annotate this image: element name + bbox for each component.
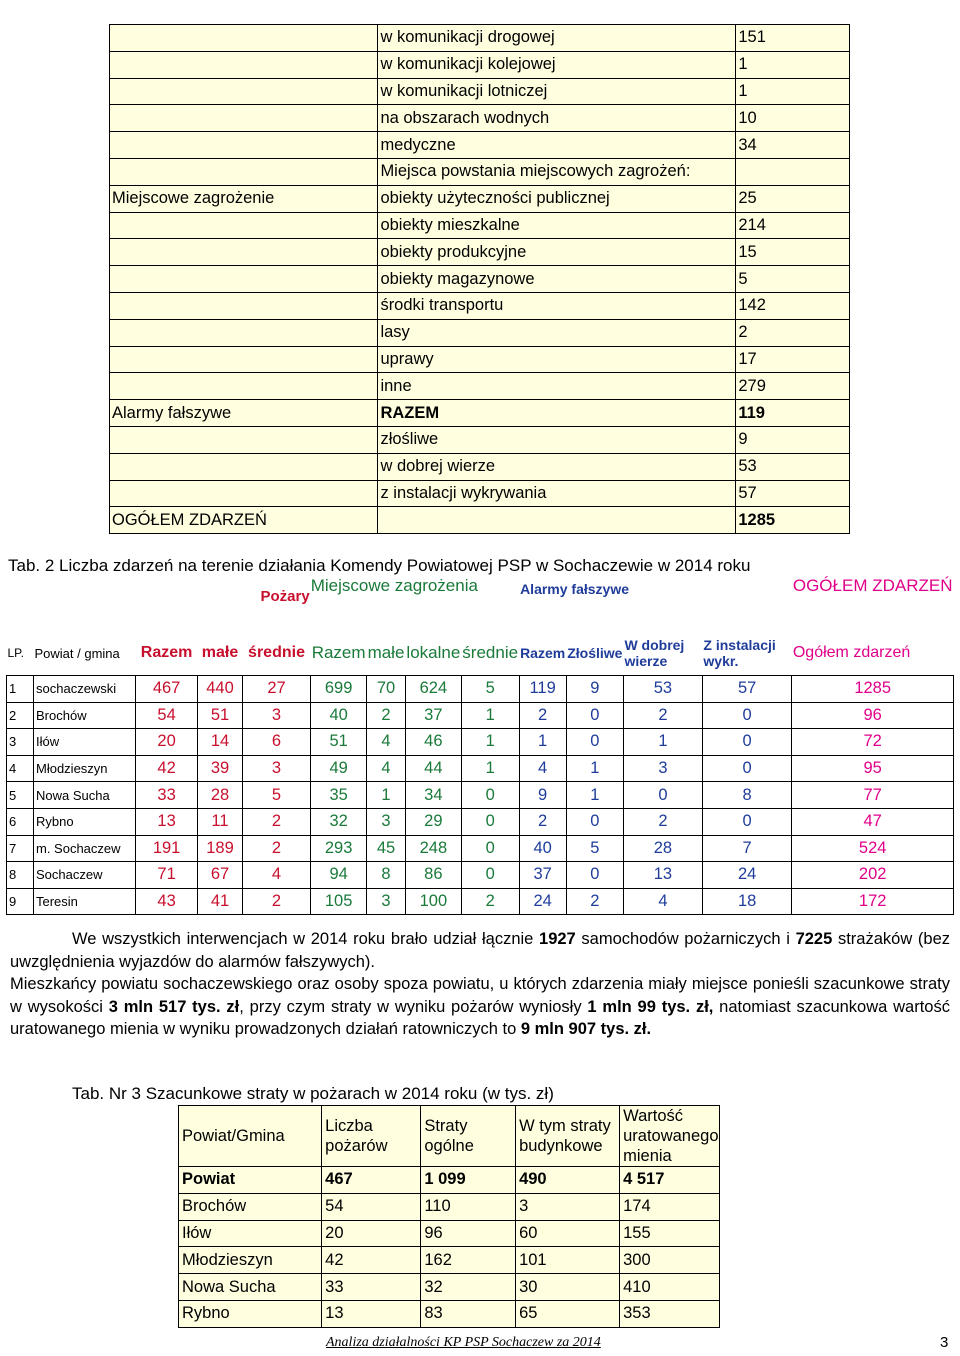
table2-value: 5 (242, 782, 310, 809)
table2-value: 2 (242, 808, 310, 835)
table2-value: 3 (367, 888, 406, 915)
paragraph-vehicles: We wszystkich interwencjach w 2014 roku brało udział łącznie 1927 samochodów pożarniczych i 7225 strażaków (bez uwzględnienia wyjazdów do alarmów fałszywych). (10, 930, 950, 971)
municipality-name: sochaczewski (34, 676, 136, 703)
table2-value: 95 (792, 755, 954, 782)
table3-header-4: Wartość uratowanego mienia (620, 1106, 720, 1167)
table3-value: 54 (322, 1193, 421, 1220)
table2-row (7, 676, 954, 703)
municipality-name: m. Sochaczew (34, 835, 136, 862)
table3-value: 490 (516, 1167, 620, 1194)
table2-header-13: Ogółem zdarzeń (792, 644, 911, 661)
table2-row (7, 808, 954, 835)
table3-value: 1 099 (421, 1167, 516, 1194)
table2-value: 3 (242, 702, 310, 729)
table2-value: 13 (623, 862, 702, 889)
table2-value: 32 (311, 808, 367, 835)
table1-cell-c3: 15 (736, 239, 850, 266)
table1-cell-c1 (110, 25, 378, 52)
municipality-name: Teresin (34, 888, 136, 915)
table2-value: 45 (367, 835, 406, 862)
table2-value: 191 (136, 835, 198, 862)
table2-row (7, 782, 954, 809)
table3-value: 155 (620, 1220, 720, 1247)
municipality-name: Młodzieszyn (179, 1247, 322, 1274)
table3-header-0: Powiat/Gmina (179, 1106, 322, 1167)
table3-value: 3 (516, 1193, 620, 1220)
table2-value: 0 (623, 782, 702, 809)
municipality-name: Młodzieszyn (34, 755, 136, 782)
table2-value: 20 (136, 729, 198, 756)
table2-value: 28 (198, 782, 243, 809)
table2-value: 4 (242, 862, 310, 889)
table1-cell-c3 (736, 158, 850, 185)
table2-value: 0 (702, 808, 791, 835)
table2-value: 9 (566, 676, 623, 703)
table1-cell-c1 (110, 51, 378, 78)
table1-cell-c1 (110, 480, 378, 507)
table2-value: 0 (566, 862, 623, 889)
row-number: 4 (7, 755, 34, 782)
table1-cell-c1 (110, 78, 378, 105)
table2-value: 0 (566, 702, 623, 729)
group-header-local-threats: Miejscowe zagrożenia (310, 576, 478, 595)
table2-row (7, 888, 954, 915)
table2-value: 8 (367, 862, 406, 889)
table2-row (7, 755, 954, 782)
table2-header-10: Złośliwe (567, 645, 623, 661)
table3-header-2: Straty ogólne (421, 1106, 516, 1167)
table2-value: 29 (405, 808, 461, 835)
table3-row (179, 1274, 720, 1301)
table2-value: 0 (702, 702, 791, 729)
table2-value: 0 (461, 808, 519, 835)
table1-cell-c2: obiekty produkcyjne (378, 239, 736, 266)
table2-value: 57 (702, 676, 791, 703)
row-number: 1 (7, 676, 34, 703)
table1-cell-c2: z instalacji wykrywania (378, 480, 736, 507)
table1-cell-c2: złośliwe (378, 426, 736, 453)
table2-value: 1 (367, 782, 406, 809)
table1-row (110, 78, 850, 105)
table2-value: 51 (311, 729, 367, 756)
table2-value: 1 (566, 755, 623, 782)
table3-value: 101 (516, 1247, 620, 1274)
table2-value: 6 (242, 729, 310, 756)
municipality-name: Nowa Sucha (34, 782, 136, 809)
table1-row (110, 212, 850, 239)
table1-cell-c1 (110, 266, 378, 293)
table2-value: 0 (702, 755, 791, 782)
table3-row (179, 1300, 720, 1327)
table2-value: 77 (792, 782, 954, 809)
table2-value: 0 (461, 835, 519, 862)
table1-cell-c1: Miejscowe zagrożenie (110, 185, 378, 212)
table1-cell-c1: OGÓŁEM ZDARZEŃ (110, 507, 378, 534)
table2-value: 0 (461, 862, 519, 889)
table2-value: 100 (405, 888, 461, 915)
table2-value: 7 (702, 835, 791, 862)
table2-value: 24 (519, 888, 566, 915)
table2-value: 70 (367, 676, 406, 703)
table2-value: 1285 (792, 676, 954, 703)
table2-value: 9 (519, 782, 566, 809)
table1-cell-c2 (378, 507, 736, 534)
table2-value: 72 (792, 729, 954, 756)
table2-value: 44 (405, 755, 461, 782)
municipality-name: Sochaczew (34, 862, 136, 889)
table1-cell-c1 (110, 426, 378, 453)
table2-value: 172 (792, 888, 954, 915)
table2-value: 3 (623, 755, 702, 782)
row-number: 5 (7, 782, 34, 809)
table1-cell-c2: inne (378, 373, 736, 400)
table2-value: 37 (405, 702, 461, 729)
table3-value: 162 (421, 1247, 516, 1274)
table2-value: 2 (566, 888, 623, 915)
table3-value: 110 (421, 1193, 516, 1220)
table1-row (110, 400, 850, 427)
table2-value: 3 (242, 755, 310, 782)
municipality-name: Nowa Sucha (179, 1274, 322, 1301)
incidents-summary-table (109, 24, 850, 534)
footer-text: Analiza działalności KP PSP Sochaczew za 2014 (326, 1335, 601, 1350)
group-header-false-alarms: Alarmy fałszywe (520, 581, 630, 597)
table1-cell-c3: 10 (736, 105, 850, 132)
table2-value: 2 (242, 888, 310, 915)
incidents-by-municipality-table (6, 576, 954, 915)
table1-row (110, 105, 850, 132)
table1-cell-c1 (110, 292, 378, 319)
table2-value: 2 (242, 835, 310, 862)
table1-cell-c2: obiekty mieszkalne (378, 212, 736, 239)
row-number: 2 (7, 702, 34, 729)
paragraph-losses: Mieszkańcy powiatu sochaczewskiego oraz osoby spoza powiatu, u których zdarzenia miały miejsce ponieśli szacunkowe straty w wysokości 3 mln 517 tys. zł, przy czym straty w wyniku pożarów wyniosły 1 mln 99 tys. zł, natomiast szacunkowa wartość uratowanego mienia w wyniku prowadzonych działań ratowniczych to 9 mln 907 tys. zł. (10, 975, 950, 1038)
municipality-name: Iłów (34, 729, 136, 756)
table1-cell-c3: 279 (736, 373, 850, 400)
table2-header-9: Razem (520, 645, 566, 661)
table1-row (110, 266, 850, 293)
table2-value: 13 (136, 808, 198, 835)
table1-cell-c1 (110, 453, 378, 480)
table2-header-11: W dobrej wierze (624, 637, 685, 669)
table1-cell-c1 (110, 239, 378, 266)
table2-value: 71 (136, 862, 198, 889)
table2-value: 46 (405, 729, 461, 756)
table2-value: 119 (519, 676, 566, 703)
table2-value: 105 (311, 888, 367, 915)
table2-value: 0 (461, 782, 519, 809)
table2-value: 1 (461, 729, 519, 756)
table1-cell-c2: na obszarach wodnych (378, 105, 736, 132)
table2-value: 0 (566, 729, 623, 756)
table3-value: 42 (322, 1247, 421, 1274)
table2-caption: Tab. 2 Liczba zdarzeń na terenie działania Komendy Powiatowej PSP w Sochaczewie w 2014 roku (8, 556, 751, 575)
table3-value: 65 (516, 1300, 620, 1327)
table1-cell-c2: w dobrej wierze (378, 453, 736, 480)
table2-header-0: LP. (7, 646, 24, 660)
table2-header-6: małe (367, 643, 405, 662)
table2-value: 467 (136, 676, 198, 703)
table3-value: 410 (620, 1274, 720, 1301)
table1-row (110, 319, 850, 346)
table2-value: 1 (519, 729, 566, 756)
table2-value: 2 (623, 702, 702, 729)
table2-value: 43 (136, 888, 198, 915)
table2-value: 51 (198, 702, 243, 729)
table3-header-1: Liczba pożarów (322, 1106, 421, 1167)
table3-value: 4 517 (620, 1167, 720, 1194)
table2-value: 1 (461, 702, 519, 729)
table2-value: 8 (702, 782, 791, 809)
table2-value: 440 (198, 676, 243, 703)
table3-value: 300 (620, 1247, 720, 1274)
fire-losses-table (178, 1105, 720, 1328)
table2-value: 0 (702, 729, 791, 756)
row-number: 6 (7, 808, 34, 835)
table2-value: 1 (566, 782, 623, 809)
table1-cell-c1 (110, 105, 378, 132)
table1-row (110, 185, 850, 212)
table1-cell-c3: 9 (736, 426, 850, 453)
table1-cell-c2: uprawy (378, 346, 736, 373)
table1-cell-c1 (110, 212, 378, 239)
table2-value: 18 (702, 888, 791, 915)
table2-header-7: lokalne (406, 643, 461, 662)
table3-value: 174 (620, 1193, 720, 1220)
table1-row (110, 132, 850, 159)
table2-header-1: Powiat / gmina (34, 645, 120, 661)
table1-cell-c2: Miejsca powstania miejscowych zagrożeń: (378, 158, 736, 185)
municipality-name: Brochów (179, 1193, 322, 1220)
table3-row (179, 1220, 720, 1247)
table2-value: 2 (623, 808, 702, 835)
table2-value: 3 (367, 808, 406, 835)
table2-value: 40 (519, 835, 566, 862)
table2-value: 67 (198, 862, 243, 889)
table1-row (110, 25, 850, 52)
table1-cell-c3: 5 (736, 266, 850, 293)
table1-row (110, 453, 850, 480)
table1-cell-c1 (110, 346, 378, 373)
page-number: 3 (940, 1334, 949, 1351)
table2-value: 41 (198, 888, 243, 915)
table1-cell-c2: środki transportu (378, 292, 736, 319)
table1-cell-c3: 214 (736, 212, 850, 239)
table3-value: 60 (516, 1220, 620, 1247)
table2-value: 248 (405, 835, 461, 862)
municipality-name: Brochów (34, 702, 136, 729)
table1-cell-c1: Alarmy fałszywe (110, 400, 378, 427)
table2-value: 4 (623, 888, 702, 915)
table1-row (110, 292, 850, 319)
table2-header-5: Razem (311, 643, 366, 662)
table2-value: 27 (242, 676, 310, 703)
table2-value: 94 (311, 862, 367, 889)
table2-value: 54 (136, 702, 198, 729)
table3-value: 30 (516, 1274, 620, 1301)
table3-value: 20 (322, 1220, 421, 1247)
table1-cell-c3: 57 (736, 480, 850, 507)
table2-value: 35 (311, 782, 367, 809)
municipality-name: Rybno (179, 1300, 322, 1327)
row-number: 7 (7, 835, 34, 862)
table1-cell-c3: 1285 (736, 507, 850, 534)
table3-value: 13 (322, 1300, 421, 1327)
table2-value: 624 (405, 676, 461, 703)
table3-row (179, 1167, 720, 1194)
table1-cell-c2: lasy (378, 319, 736, 346)
table1-cell-c3: 34 (736, 132, 850, 159)
table1-cell-c3: 2 (736, 319, 850, 346)
table2-value: 1 (461, 755, 519, 782)
table2-header-8: średnie (462, 643, 519, 662)
table3-caption: Tab. Nr 3 Szacunkowe straty w pożarach w 2014 roku (w tys. zł) (72, 1084, 554, 1103)
table2-value: 39 (198, 755, 243, 782)
table2-row (7, 862, 954, 889)
table2-value: 49 (311, 755, 367, 782)
municipality-name: Rybno (34, 808, 136, 835)
table1-row (110, 480, 850, 507)
table1-cell-c2: w komunikacji lotniczej (378, 78, 736, 105)
row-number: 9 (7, 888, 34, 915)
table1-cell-c3: 1 (736, 51, 850, 78)
table1-cell-c2: w komunikacji kolejowej (378, 51, 736, 78)
table1-cell-c3: 119 (736, 400, 850, 427)
table2-header-2: Razem (140, 644, 193, 661)
table2-value: 189 (198, 835, 243, 862)
table2-value: 293 (311, 835, 367, 862)
table2-value: 2 (367, 702, 406, 729)
table2-value: 47 (792, 808, 954, 835)
table2-value: 0 (566, 808, 623, 835)
table1-cell-c3: 25 (736, 185, 850, 212)
table2-value: 5 (566, 835, 623, 862)
table1-cell-c3: 53 (736, 453, 850, 480)
row-number: 8 (7, 862, 34, 889)
table2-value: 24 (702, 862, 791, 889)
table3-value: 32 (421, 1274, 516, 1301)
municipality-name: Iłów (179, 1220, 322, 1247)
table1-cell-c2: w komunikacji drogowej (378, 25, 736, 52)
table2-value: 96 (792, 702, 954, 729)
table2-value: 4 (519, 755, 566, 782)
table3-row (179, 1193, 720, 1220)
table2-value: 53 (623, 676, 702, 703)
table1-row (110, 426, 850, 453)
group-header-total: OGÓŁEM ZDARZEŃ (792, 576, 953, 595)
table2-header-12: Z instalacji wykr. (703, 637, 776, 669)
table2-value: 1 (623, 729, 702, 756)
table2-header-4: średnie (248, 644, 305, 661)
table2-value: 2 (519, 702, 566, 729)
table2-value: 42 (136, 755, 198, 782)
table1-cell-c1 (110, 373, 378, 400)
table1-cell-c2: obiekty magazynowe (378, 266, 736, 293)
table1-cell-c2: RAZEM (378, 400, 736, 427)
table2-row (7, 835, 954, 862)
table2-value: 14 (198, 729, 243, 756)
table2-value: 4 (367, 755, 406, 782)
table1-cell-c3: 1 (736, 78, 850, 105)
table2-value: 34 (405, 782, 461, 809)
table1-cell-c3: 142 (736, 292, 850, 319)
table2-value: 4 (367, 729, 406, 756)
group-header-fires: Pożary (260, 588, 310, 605)
table1-cell-c3: 151 (736, 25, 850, 52)
table1-row (110, 346, 850, 373)
table3-header-3: W tym straty budynkowe (516, 1106, 620, 1167)
table2-value: 33 (136, 782, 198, 809)
table1-cell-c1 (110, 132, 378, 159)
table1-cell-c1 (110, 158, 378, 185)
table2-value: 40 (311, 702, 367, 729)
table2-value: 202 (792, 862, 954, 889)
table1-cell-c2: obiekty użyteczności publicznej (378, 185, 736, 212)
table1-cell-c1 (110, 319, 378, 346)
table3-value: 83 (421, 1300, 516, 1327)
municipality-name: Powiat (179, 1167, 322, 1194)
table2-row (7, 729, 954, 756)
table2-value: 2 (519, 808, 566, 835)
table2-value: 86 (405, 862, 461, 889)
table1-row (110, 373, 850, 400)
table1-row (110, 507, 850, 534)
table3-value: 33 (322, 1274, 421, 1301)
table3-value: 353 (620, 1300, 720, 1327)
table2-value: 37 (519, 862, 566, 889)
table2-header-3: małe (201, 644, 239, 661)
table1-cell-c3: 17 (736, 346, 850, 373)
table3-value: 467 (322, 1167, 421, 1194)
table2-value: 699 (311, 676, 367, 703)
table2-value: 524 (792, 835, 954, 862)
table2-value: 5 (461, 676, 519, 703)
table3-value: 96 (421, 1220, 516, 1247)
table1-row (110, 51, 850, 78)
table2-value: 28 (623, 835, 702, 862)
table3-row (179, 1247, 720, 1274)
table1-cell-c2: medyczne (378, 132, 736, 159)
table1-row (110, 239, 850, 266)
table2-row (7, 702, 954, 729)
row-number: 3 (7, 729, 34, 756)
table2-value: 2 (461, 888, 519, 915)
table2-value: 11 (198, 808, 243, 835)
table1-row (110, 158, 850, 185)
